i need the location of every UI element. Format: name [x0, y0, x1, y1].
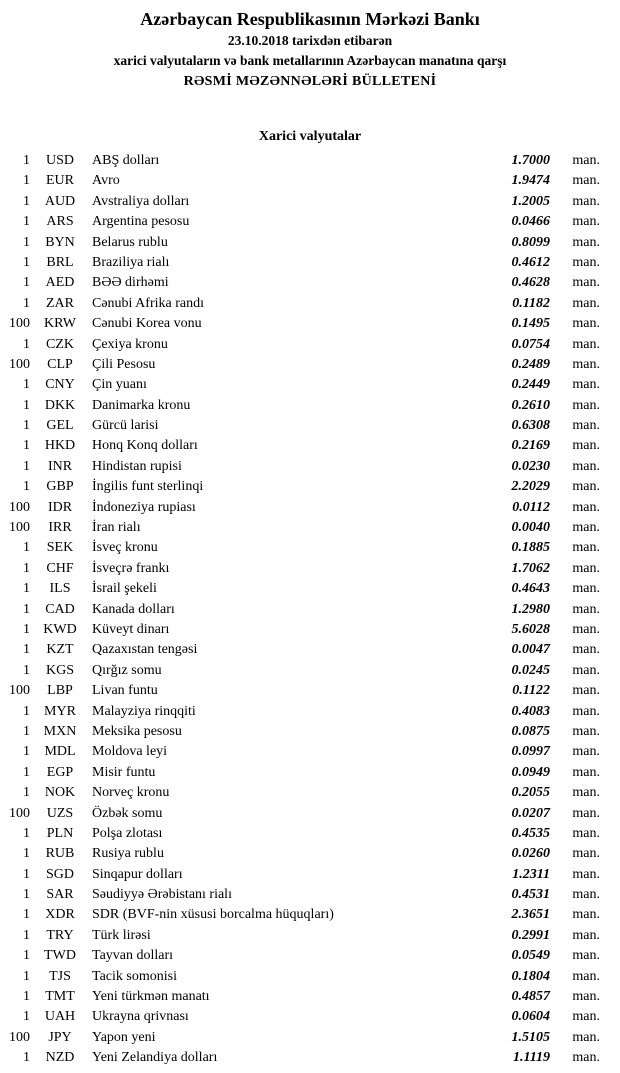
rate-row	[0, 1007, 620, 1027]
currency-code: GBP	[46, 479, 74, 495]
unit-label: man.	[572, 499, 600, 515]
unit-label: man.	[572, 989, 600, 1005]
currency-code: LBP	[47, 683, 73, 699]
rate-row	[0, 171, 620, 191]
currency-code: ZAR	[46, 295, 74, 311]
currency-name: Rusiya rublu	[92, 846, 164, 862]
currency-code: TWD	[44, 948, 76, 964]
currency-name: Belarus rublu	[92, 234, 168, 250]
rate-value: 0.4643	[511, 581, 550, 597]
unit-label: man.	[572, 866, 600, 882]
currency-code: SGD	[45, 866, 74, 882]
subtitle-line: xarici valyutaların və bank metallarının Azərbaycan manatına qarşı	[113, 53, 507, 68]
currency-name: Kanada dolları	[92, 601, 175, 617]
unit-label: man.	[572, 153, 600, 168]
rate-value: 1.5105	[511, 1029, 550, 1045]
currency-name: Çexiya kronu	[92, 336, 168, 352]
rate-value: 0.2449	[511, 377, 550, 393]
rate-value: 0.2169	[511, 438, 550, 454]
currency-name: Avro	[92, 173, 120, 189]
currency-code: BYN	[45, 234, 75, 250]
currency-quantity: 1	[23, 275, 30, 291]
rate-row	[0, 498, 620, 518]
currency-name: Hindistan rupisi	[92, 458, 182, 474]
rate-row	[0, 538, 620, 558]
currency-name: Səudiyyə Ərəbistanı rialı	[92, 887, 232, 903]
currency-code: KGS	[45, 662, 74, 678]
currency-quantity: 1	[23, 621, 30, 637]
rate-row	[0, 702, 620, 722]
currency-code: BRL	[46, 254, 74, 270]
rate-value: 1.2311	[512, 866, 550, 882]
unit-label: man.	[572, 254, 600, 270]
currency-code: MXN	[43, 723, 77, 739]
currency-quantity: 1	[23, 193, 30, 209]
currency-name: Tacik somonisi	[92, 968, 177, 984]
unit-label: man.	[572, 907, 600, 923]
currency-code: NZD	[45, 1050, 75, 1066]
unit-label: man.	[572, 275, 600, 291]
currency-quantity: 1	[23, 907, 30, 923]
rate-row	[0, 722, 620, 742]
rate-value: 2.2029	[511, 479, 550, 495]
currency-code: PLN	[46, 825, 74, 841]
currency-name: İran rialı	[92, 520, 141, 536]
rate-value: 0.4612	[511, 254, 550, 270]
unit-label: man.	[572, 662, 600, 678]
currency-code: GEL	[46, 418, 74, 434]
currency-name: Tayvan dolları	[92, 948, 174, 964]
rate-row	[0, 477, 620, 497]
currency-code: AUD	[44, 193, 76, 209]
currency-quantity: 1	[23, 642, 30, 658]
currency-quantity: 1	[23, 662, 30, 678]
currency-quantity: 1	[23, 458, 30, 474]
rate-value: 0.0604	[511, 1009, 550, 1025]
rate-row	[0, 579, 620, 599]
rate-value: 0.0112	[512, 499, 550, 515]
currency-quantity: 1	[23, 785, 30, 801]
currency-code: UZS	[46, 805, 74, 821]
currency-code: MDL	[44, 744, 76, 760]
currency-code: ARS	[46, 214, 74, 230]
unit-label: man.	[572, 948, 600, 964]
rate-row	[0, 416, 620, 436]
rate-row	[0, 844, 620, 864]
currency-code: USD	[45, 153, 74, 168]
currency-name: Yapon yeni	[92, 1029, 156, 1045]
rate-row	[0, 151, 620, 171]
currency-quantity: 1	[23, 234, 30, 250]
currency-quantity: 1	[23, 581, 30, 597]
currency-name: Cənubi Korea vonu	[92, 316, 202, 332]
currency-quantity: 1	[23, 723, 30, 739]
rate-value: 0.1885	[511, 540, 550, 556]
currency-name: Çin yuanı	[92, 377, 147, 393]
rate-value: 0.2610	[511, 397, 550, 413]
rate-value: 0.0466	[511, 214, 550, 230]
currency-code: NOK	[44, 785, 76, 801]
rate-row	[0, 640, 620, 660]
currency-quantity: 1	[23, 1050, 30, 1066]
unit-label: man.	[572, 825, 600, 841]
currency-name: Polşa zlotası	[92, 825, 163, 841]
currency-name: Misir funtu	[92, 764, 156, 780]
currency-name: Gürcü larisi	[92, 418, 159, 434]
section-title-foreign-currencies: Xarici valyutalar	[258, 129, 362, 144]
currency-quantity: 1	[23, 479, 30, 495]
rate-row	[0, 763, 620, 783]
rate-row	[0, 865, 620, 885]
unit-label: man.	[572, 520, 600, 536]
unit-label: man.	[572, 458, 600, 474]
unit-label: man.	[572, 316, 600, 332]
rate-value: 0.4083	[511, 703, 550, 719]
currency-quantity: 100	[9, 683, 30, 699]
currency-name: Argentina pesosu	[92, 214, 190, 230]
rate-value: 0.0230	[511, 458, 550, 474]
unit-label: man.	[572, 560, 600, 576]
rate-row	[0, 905, 620, 925]
currency-name: İsveç kronu	[92, 540, 158, 556]
currency-code: UAH	[44, 1009, 76, 1025]
currency-code: EGP	[46, 764, 74, 780]
currency-quantity: 1	[23, 377, 30, 393]
rate-row	[0, 436, 620, 456]
currency-name: BƏƏ dirhəmi	[92, 275, 169, 291]
unit-label: man.	[572, 479, 600, 495]
unit-label: man.	[572, 438, 600, 454]
currency-code: IDR	[47, 499, 73, 515]
effective-date-line: 23.10.2018 tarixdən etibarən	[227, 33, 393, 48]
currency-quantity: 1	[23, 927, 30, 943]
unit-label: man.	[572, 1029, 600, 1045]
currency-code: INR	[47, 458, 73, 474]
currency-quantity: 1	[23, 254, 30, 270]
unit-label: man.	[572, 642, 600, 658]
rate-row	[0, 804, 620, 824]
currency-quantity: 1	[23, 336, 30, 352]
currency-name: Meksika pesosu	[92, 723, 182, 739]
unit-label: man.	[572, 356, 600, 372]
currency-quantity: 1	[23, 214, 30, 230]
currency-name: Yeni Zelandiya dolları	[92, 1050, 218, 1066]
rate-row	[0, 396, 620, 416]
unit-label: man.	[572, 764, 600, 780]
rate-row	[0, 335, 620, 355]
unit-label: man.	[572, 927, 600, 943]
rate-row	[0, 1028, 620, 1048]
currency-quantity: 1	[23, 968, 30, 984]
currency-name: Sinqapur dolları	[92, 866, 183, 882]
rate-row	[0, 824, 620, 844]
unit-label: man.	[572, 295, 600, 311]
currency-name: Küveyt dinarı	[92, 621, 170, 637]
currency-code: TMT	[45, 989, 75, 1005]
rate-value: 1.7000	[511, 153, 550, 168]
currency-quantity: 1	[23, 887, 30, 903]
currency-code: KZT	[46, 642, 74, 658]
unit-label: man.	[572, 785, 600, 801]
rate-value: 1.1119	[513, 1050, 550, 1066]
currency-code: EUR	[46, 173, 74, 189]
currency-name: Özbək somu	[92, 805, 163, 821]
currency-name: Çili Pesosu	[92, 356, 156, 372]
unit-label: man.	[572, 621, 600, 637]
rate-value: 1.2005	[511, 193, 550, 209]
currency-name: Honq Konq dolları	[92, 438, 198, 454]
currency-code: IRR	[48, 520, 72, 536]
currency-quantity: 1	[23, 846, 30, 862]
unit-label: man.	[572, 397, 600, 413]
currency-quantity: 1	[23, 560, 30, 576]
currency-name: Yeni türkmən manatı	[92, 989, 210, 1005]
currency-code: TJS	[49, 968, 71, 984]
currency-code: KWD	[43, 621, 77, 637]
rate-row	[0, 273, 620, 293]
currency-quantity: 1	[23, 601, 30, 617]
rate-value: 0.0207	[511, 805, 550, 821]
rate-value: 0.0549	[511, 948, 550, 964]
rate-value: 0.0245	[511, 662, 550, 678]
rate-value: 1.2980	[511, 601, 550, 617]
currency-code: SAR	[46, 887, 74, 903]
rate-row	[0, 783, 620, 803]
rate-value: 0.4628	[511, 275, 550, 291]
unit-label: man.	[572, 703, 600, 719]
currency-code: KRW	[44, 316, 76, 332]
currency-name: Braziliya rialı	[92, 254, 170, 270]
rate-row	[0, 212, 620, 232]
currency-quantity: 1	[23, 438, 30, 454]
rate-value: 0.0949	[511, 764, 550, 780]
currency-name: Danimarka kronu	[92, 397, 191, 413]
rate-value: 0.2991	[511, 927, 550, 943]
currency-name: SDR (BVF-nin xüsusi borcalma hüquqları)	[92, 907, 334, 923]
rate-value: 0.0997	[511, 744, 550, 760]
currency-code: RUB	[45, 846, 75, 862]
rate-value: 0.8099	[511, 234, 550, 250]
rate-row	[0, 967, 620, 987]
unit-label: man.	[572, 846, 600, 862]
rate-row	[0, 600, 620, 620]
unit-label: man.	[572, 805, 600, 821]
rate-value: 0.2489	[511, 356, 550, 372]
rate-row	[0, 233, 620, 253]
currency-quantity: 100	[9, 499, 30, 515]
rate-value: 5.6028	[511, 621, 550, 637]
currency-quantity: 100	[9, 1029, 30, 1045]
currency-code: ILS	[49, 581, 71, 597]
rate-row	[0, 559, 620, 579]
currency-code: SEK	[46, 540, 74, 556]
currency-code: CAD	[45, 601, 75, 617]
unit-label: man.	[572, 723, 600, 739]
page-title: Azərbaycan Respublikasının Mərkəzi Bankı	[140, 9, 480, 29]
currency-name: İsrail şekeli	[92, 581, 157, 597]
unit-label: man.	[572, 418, 600, 434]
currency-code: JPY	[48, 1029, 72, 1045]
currency-quantity: 1	[23, 764, 30, 780]
rate-value: 0.1182	[512, 295, 550, 311]
unit-label: man.	[572, 214, 600, 230]
unit-label: man.	[572, 683, 600, 699]
currency-name: İsveçrə frankı	[92, 560, 170, 576]
currency-name: Qazaxıstan tengəsi	[92, 642, 198, 658]
unit-label: man.	[572, 336, 600, 352]
currency-code: CLP	[47, 356, 73, 372]
unit-label: man.	[572, 601, 600, 617]
currency-name: Türk lirəsi	[92, 927, 151, 943]
unit-label: man.	[572, 377, 600, 393]
currency-quantity: 100	[9, 520, 30, 536]
currency-quantity: 1	[23, 948, 30, 964]
currency-quantity: 1	[23, 418, 30, 434]
currency-code: CHF	[46, 560, 74, 576]
rate-value: 0.1495	[511, 316, 550, 332]
currency-code: XDR	[45, 907, 75, 923]
currency-code: MYR	[44, 703, 76, 719]
rate-value: 1.9474	[511, 173, 550, 189]
currency-quantity: 1	[23, 1009, 30, 1025]
currency-quantity: 1	[23, 540, 30, 556]
currency-code: HKD	[44, 438, 76, 454]
currency-name: Norveç kronu	[92, 785, 170, 801]
rate-row	[0, 946, 620, 966]
currency-quantity: 100	[9, 356, 30, 372]
rate-row	[0, 1048, 620, 1068]
rate-value: 0.0875	[511, 723, 550, 739]
rate-row	[0, 661, 620, 681]
unit-label: man.	[572, 540, 600, 556]
currency-name: Avstraliya dolları	[92, 193, 190, 209]
rate-value: 2.3651	[511, 907, 550, 923]
rate-row	[0, 294, 620, 314]
currency-quantity: 1	[23, 989, 30, 1005]
rate-value: 0.4531	[511, 887, 550, 903]
unit-label: man.	[572, 1009, 600, 1025]
rate-value: 0.6308	[511, 418, 550, 434]
currency-code: AED	[45, 275, 75, 291]
rate-row	[0, 355, 620, 375]
currency-code: DKK	[44, 397, 76, 413]
currency-name: Qırğız somu	[92, 662, 162, 678]
unit-label: man.	[572, 887, 600, 903]
unit-label: man.	[572, 234, 600, 250]
rate-row	[0, 253, 620, 273]
unit-label: man.	[572, 1050, 600, 1066]
rate-value: 0.0047	[511, 642, 550, 658]
unit-label: man.	[572, 581, 600, 597]
currency-quantity: 1	[23, 825, 30, 841]
currency-code: TRY	[46, 927, 74, 943]
rate-value: 0.0040	[511, 520, 550, 536]
currency-name: Ukrayna qrivnası	[92, 1009, 189, 1025]
currency-quantity: 1	[23, 703, 30, 719]
currency-quantity: 1	[23, 153, 30, 168]
currency-name: Malayziya rinqqiti	[92, 703, 196, 719]
rate-row	[0, 987, 620, 1007]
currency-quantity: 1	[23, 173, 30, 189]
rate-value: 0.2055	[511, 785, 550, 801]
rate-value: 0.4535	[511, 825, 550, 841]
rate-row	[0, 375, 620, 395]
currency-name: ABŞ dolları	[92, 153, 160, 168]
rate-row	[0, 885, 620, 905]
currency-name: İndoneziya rupiası	[92, 499, 196, 515]
rate-row	[0, 457, 620, 477]
unit-label: man.	[572, 193, 600, 209]
currency-name: Moldova leyi	[92, 744, 168, 760]
currency-quantity: 1	[23, 295, 30, 311]
currency-code: CZK	[46, 336, 74, 352]
rate-value: 0.4857	[511, 989, 550, 1005]
currency-quantity: 1	[23, 744, 30, 760]
currency-name: Cənubi Afrika randı	[92, 295, 204, 311]
currency-name: İngilis funt sterlinqi	[92, 479, 204, 495]
unit-label: man.	[572, 173, 600, 189]
currency-quantity: 100	[9, 805, 30, 821]
rate-row	[0, 742, 620, 762]
exchange-rates-table	[0, 151, 620, 1069]
rate-row	[0, 681, 620, 701]
unit-label: man.	[572, 968, 600, 984]
currency-name: Livan funtu	[92, 683, 158, 699]
currency-code: CNY	[45, 377, 75, 393]
rate-row	[0, 518, 620, 538]
rate-value: 0.1122	[512, 683, 550, 699]
currency-quantity: 1	[23, 866, 30, 882]
currency-quantity: 100	[9, 316, 30, 332]
rate-row	[0, 926, 620, 946]
rate-value: 0.0260	[511, 846, 550, 862]
rate-row	[0, 620, 620, 640]
rate-row	[0, 192, 620, 212]
rate-row	[0, 314, 620, 334]
rate-value: 0.1804	[511, 968, 550, 984]
unit-label: man.	[572, 744, 600, 760]
bulletin-title: RƏSMİ MƏZƏNNƏLƏRİ BÜLLETENİ	[183, 74, 437, 89]
currency-quantity: 1	[23, 397, 30, 413]
rate-value: 1.7062	[511, 560, 550, 576]
rate-value: 0.0754	[511, 336, 550, 352]
